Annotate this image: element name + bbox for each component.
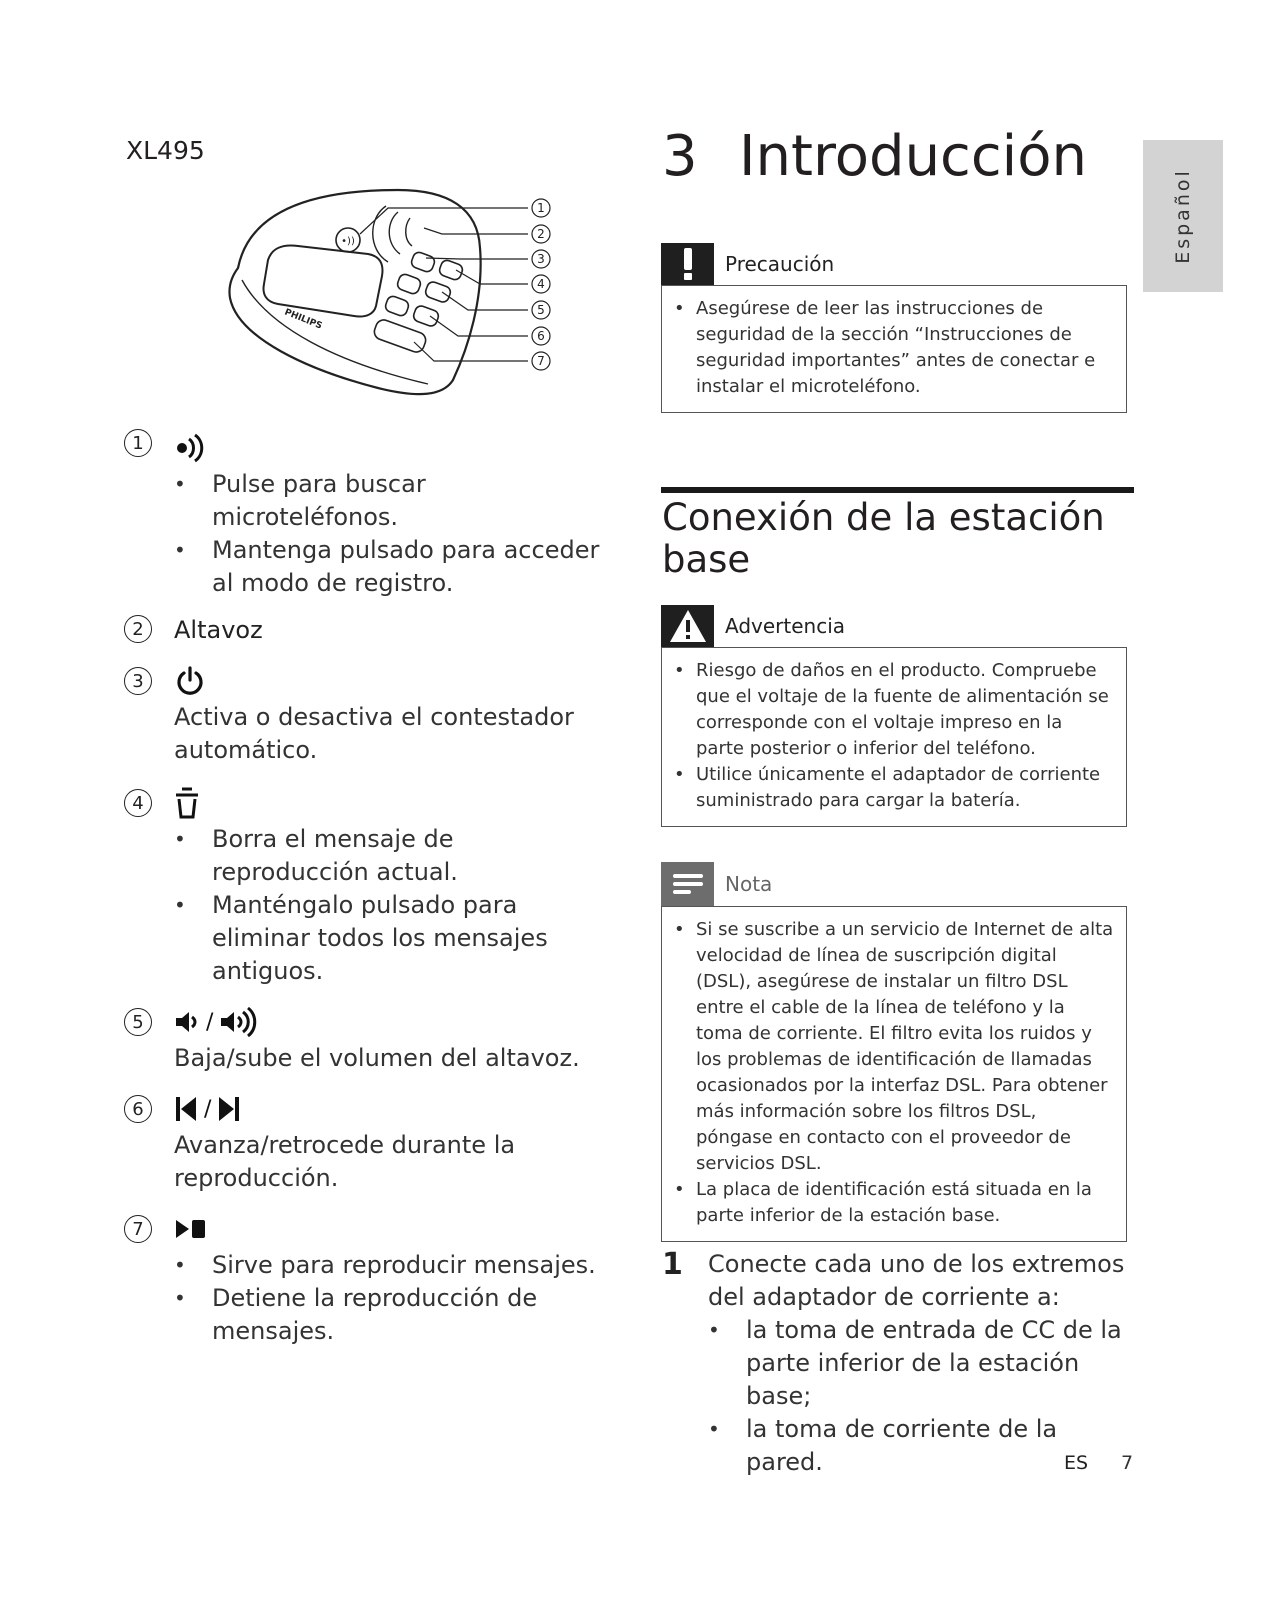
power-icon: [174, 661, 614, 701]
item-text: Baja/sube el volumen del altavoz.: [174, 1044, 580, 1072]
note-label: Nota: [725, 872, 773, 896]
warning-label: Advertencia: [725, 614, 846, 638]
warning-box: [661, 605, 1127, 827]
step-number: 1: [662, 1247, 683, 1282]
item-bullet: • Mantenga pulsado para acceder al modo de registro.: [174, 534, 614, 600]
svg-text:•)): •)): [341, 236, 355, 247]
item-bullet: • Borra el mensaje de reproducción actual.: [174, 823, 614, 889]
callout-4: 4: [537, 277, 545, 291]
callout-6: 6: [537, 329, 545, 343]
icon-separator: /: [204, 1096, 212, 1122]
language-tab: [1143, 140, 1223, 292]
section-divider: [661, 487, 1134, 493]
skip-back-forward-icon: [174, 1089, 614, 1129]
callout-2: 2: [537, 227, 545, 241]
brand-label: PHILIPS: [282, 307, 324, 332]
section-title: Conexión de la estación base: [662, 496, 1105, 581]
display-window: [264, 246, 383, 317]
trash-icon: [174, 783, 614, 823]
warning-icon: [661, 605, 714, 647]
caution-icon: [661, 243, 714, 285]
item-bullet: • Detiene la reproducción de mensajes.: [174, 1282, 614, 1348]
warning-bullet: • Riesgo de daños en el producto. Compruebe que el voltaje de la fuente de alimentación se corresponde con el voltaje impreso en la parte posterior o inferior del teléfono.: [674, 658, 1114, 762]
caution-box: [661, 243, 1127, 413]
item-number: 4: [124, 789, 152, 817]
list-item: [124, 614, 614, 647]
list-item: [124, 1002, 614, 1075]
item-number: 2: [124, 615, 152, 643]
item-number: 7: [124, 1215, 152, 1243]
volume-down-up-icon: [174, 1002, 614, 1042]
step-bullet: • la toma de entrada de CC de la parte inferior de la estación base;: [708, 1314, 1132, 1413]
callout-5: 5: [537, 303, 545, 317]
step-bullet: • la toma de corriente de la pared.: [708, 1413, 1132, 1479]
button-description-list: [124, 428, 614, 1348]
callout-7: 7: [537, 354, 545, 368]
item-bullet: • Pulse para buscar microteléfonos.: [174, 468, 614, 534]
item-number: 6: [124, 1095, 152, 1123]
item-number: 1: [124, 429, 152, 457]
item-text: Avanza/retrocede durante la reproducción.: [174, 1131, 516, 1192]
model-name: XL495: [126, 136, 205, 165]
list-item: [124, 783, 614, 988]
callout-1: 1: [537, 201, 545, 215]
item-number: 3: [124, 667, 152, 695]
warning-bullet: • Utilice únicamente el adaptador de corriente suministrado para cargar la batería.: [674, 762, 1114, 814]
list-item: [124, 1089, 614, 1195]
note-bullet: • La placa de identificación está situada en la parte inferior de la estación base.: [674, 1177, 1114, 1229]
language-tab-label: Español: [1172, 168, 1194, 264]
item-bullet: • Sirve para reproducir mensajes.: [174, 1249, 614, 1282]
list-item: [124, 428, 614, 600]
item-title: Altavoz: [174, 616, 263, 644]
step-1: [662, 1248, 1132, 1479]
caution-label: Precaución: [725, 252, 835, 276]
chapter-number: 3: [662, 124, 698, 189]
play-stop-icon: [174, 1209, 614, 1249]
callout-3: 3: [537, 252, 545, 266]
note-box: [661, 862, 1127, 1242]
paging-icon: [174, 428, 614, 468]
list-item: [124, 1209, 614, 1348]
list-item: [124, 661, 614, 767]
base-station-diagram: [228, 188, 574, 402]
footer-language: ES: [1064, 1452, 1089, 1474]
caution-bullet: • Asegúrese de leer las instrucciones de seguridad de la sección “Instrucciones de seguridad importantes” antes de conectar e instalar el microteléfono.: [674, 296, 1114, 400]
item-bullet: • Manténgalo pulsado para eliminar todos los mensajes antiguos.: [174, 889, 614, 988]
item-number: 5: [124, 1008, 152, 1036]
icon-separator: /: [206, 1009, 214, 1035]
step-text: Conecte cada uno de los extremos del adaptador de corriente a:: [708, 1250, 1125, 1311]
chapter-title: Introducción: [739, 124, 1087, 189]
page-number: 7: [1121, 1452, 1134, 1474]
item-text: Activa o desactiva el contestador automático.: [174, 703, 574, 764]
note-bullet: • Si se suscribe a un servicio de Internet de alta velocidad de línea de suscripción digital (DSL), asegúrese de instalar un filtro DSL entre el cable de la línea de teléfono y la toma de corriente. El filtro evita los ruidos y los problemas de identificación de llamadas ocasionados por la interfaz DSL. Para obtener más información sobre los filtros DSL, póngase en contacto con el proveedor de servicios DSL.: [674, 917, 1114, 1177]
chapter-heading: [662, 124, 1087, 189]
note-icon: [661, 862, 714, 906]
